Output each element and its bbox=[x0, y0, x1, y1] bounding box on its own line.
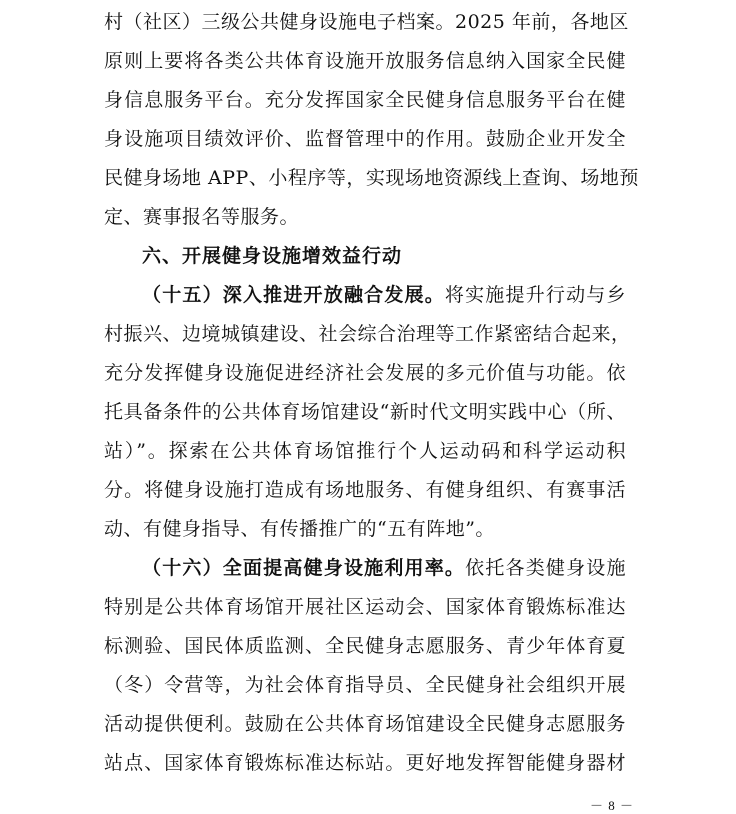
paragraph-line: （冬）令营等，为社会体育指导员、全民健身社会组织开展 bbox=[104, 674, 626, 696]
item-16-first-line-text: 依托各类健身设施 bbox=[465, 557, 626, 579]
item-15-first-line-text: 将实施提升行动与乡 bbox=[444, 284, 626, 306]
paragraph-line: 特别是公共体育场馆开展社区运动会、国家体育锻炼标准达 bbox=[104, 596, 626, 618]
paragraph-line: 定、赛事报名等服务。 bbox=[104, 206, 300, 228]
paragraph-line: 站）”。探索在公共体育场馆推行个人运动码和科学运动积 bbox=[104, 440, 626, 462]
paragraph-line: 身信息服务平台。充分发挥国家全民健身信息服务平台在健 bbox=[104, 89, 626, 111]
paragraph-line: 托具备条件的公共体育场馆建设“新时代文明实践中心（所、 bbox=[104, 401, 626, 423]
item-15-title: （十五）深入推进开放融合发展。 bbox=[142, 284, 445, 306]
item-15-first-line bbox=[142, 277, 626, 313]
page-number: － 8 － bbox=[590, 798, 635, 813]
paragraph-line: 站点、国家体育锻炼标准达标站。更好地发挥智能健身器材 bbox=[104, 752, 626, 774]
paragraph-line: 村（社区）三级公共健身设施电子档案。2025 年前，各地区 bbox=[104, 11, 629, 33]
paragraph-line: 身设施项目绩效评价、监督管理中的作用。鼓励企业开发全 bbox=[104, 128, 626, 150]
item-16-first-line bbox=[142, 550, 626, 586]
paragraph-line: 原则上要将各类公共体育设施开放服务信息纳入国家全民健 bbox=[104, 50, 626, 72]
paragraph-line: 村振兴、边境城镇建设、社会综合治理等工作紧密结合起来， bbox=[104, 323, 631, 345]
paragraph-line: 标测验、国民体质监测、全民健身志愿服务、青少年体育夏 bbox=[104, 635, 626, 657]
paragraph-line: 活动提供便利。鼓励在公共体育场馆建设全民健身志愿服务 bbox=[104, 713, 626, 735]
item-16-title: （十六）全面提高健身设施利用率。 bbox=[142, 557, 466, 579]
paragraph-line: 充分发挥健身设施促进经济社会发展的多元价值与功能。依 bbox=[104, 362, 626, 384]
paragraph-line: 分。将健身设施打造成有场地服务、有健身组织、有赛事活 bbox=[104, 479, 626, 501]
paragraph-line: 动、有健身指导、有传播推广的“五有阵地”。 bbox=[104, 518, 495, 540]
section-heading: 六、开展健身设施增效益行动 bbox=[142, 245, 403, 267]
paragraph-line: 民健身场地 APP、小程序等，实现场地资源线上查询、场地预 bbox=[104, 167, 639, 189]
